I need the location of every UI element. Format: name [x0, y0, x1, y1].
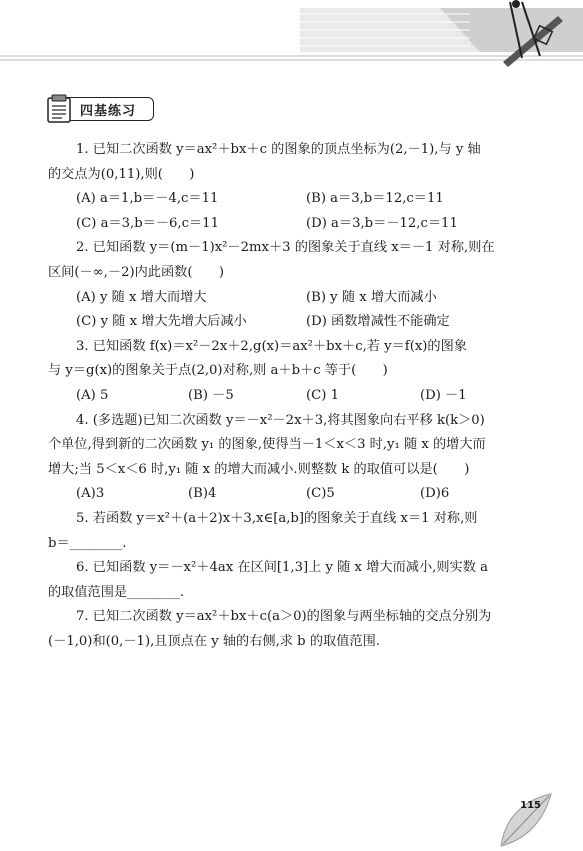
- question-line: 区间(－∞,－2)内此函数( ): [48, 264, 225, 280]
- option-choice: (B) a＝3,b＝12,c＝11: [306, 191, 444, 207]
- option-choice: (D) －1: [420, 387, 467, 403]
- option-choice: (C) a＝3,b＝－6,c＝11: [76, 215, 219, 231]
- question-line: 个单位,得到新的二次函数 y₁ 的图象,使得当－1＜x＜3 时,y₁ 随 x 的增大而: [48, 437, 486, 453]
- question-start-line: 6. 已知函数 y＝－x²＋4ax 在区间[1,3]上 y 随 x 增大而减小,则实数 a: [76, 560, 488, 576]
- option-choice: (A)3: [76, 486, 105, 502]
- option-choice: (B) y 随 x 增大而减小: [306, 289, 437, 305]
- question-start-line: 4. (多选题)已知二次函数 y＝－x²－2x＋3,将其图象向右平移 k(k＞0): [76, 412, 485, 428]
- question-line: (－1,0)和(0,－1),且顶点在 y 轴的右侧,求 b 的取值范围.: [48, 633, 380, 649]
- question-line: 的取值范围是________.: [48, 584, 185, 600]
- option-row: [48, 482, 538, 507]
- option-choice: (C)5: [306, 486, 335, 502]
- option-choice: (A) y 随 x 增大而增大: [76, 289, 207, 305]
- option-row: [48, 310, 538, 335]
- option-choice: (C) 1: [306, 387, 339, 403]
- option-row: [48, 286, 538, 311]
- section-title: 四基练习: [80, 104, 137, 119]
- question-line: 的交点为(0,11),则( ): [48, 166, 195, 182]
- option-choice: (D) 函数增减性不能确定: [306, 314, 450, 330]
- section-tag: [44, 94, 160, 124]
- header-decoration: [0, 0, 583, 80]
- option-choice: (A) a＝1,b＝－4,c＝11: [76, 191, 219, 207]
- option-choice: (C) y 随 x 增大先增大后减小: [76, 314, 247, 330]
- question-start-line: 5. 若函数 y＝x²＋(a＋2)x＋3,x∈[a,b]的图象关于直线 x＝1 对称,则: [76, 510, 478, 526]
- page-number: 115: [520, 800, 541, 811]
- option-choice: (D) a＝3,b＝－12,c＝11: [306, 215, 458, 231]
- question-start-line: 7. 已知二次函数 y＝ax²＋bx＋c(a＞0)的图象与两坐标轴的交点分别为: [76, 609, 492, 625]
- question-line: 与 y＝g(x)的图象关于点(2,0)对称,则 a＋b＋c 等于( ): [48, 363, 388, 379]
- option-choice: (A) 5: [76, 387, 109, 403]
- question-start-line: 2. 已知函数 y＝(m－1)x²－2mx＋3 的图象关于直线 x＝－1 对称,则在: [76, 240, 495, 256]
- question-line: 增大;当 5＜x＜6 时,y₁ 随 x 的增大而减小.则整数 k 的取值可以是( ): [48, 461, 470, 477]
- option-row: [48, 212, 538, 237]
- notebook-icon: [44, 94, 76, 126]
- question-start-line: 3. 已知函数 f(x)＝x²－2x＋2,g(x)＝ax²＋bx＋c,若 y＝f(x)的图象: [76, 338, 467, 354]
- option-choice: (B)4: [188, 486, 217, 502]
- exercise-content: [48, 138, 538, 654]
- option-row: [48, 187, 538, 212]
- option-choice: (D)6: [420, 486, 450, 502]
- option-choice: (B) －5: [188, 387, 234, 403]
- option-row: [48, 384, 538, 409]
- question-line: b＝________.: [48, 535, 127, 551]
- leaf-icon: [493, 790, 553, 850]
- question-start-line: 1. 已知二次函数 y＝ax²＋bx＋c 的图象的顶点坐标为(2,－1),与 y 轴: [76, 142, 481, 157]
